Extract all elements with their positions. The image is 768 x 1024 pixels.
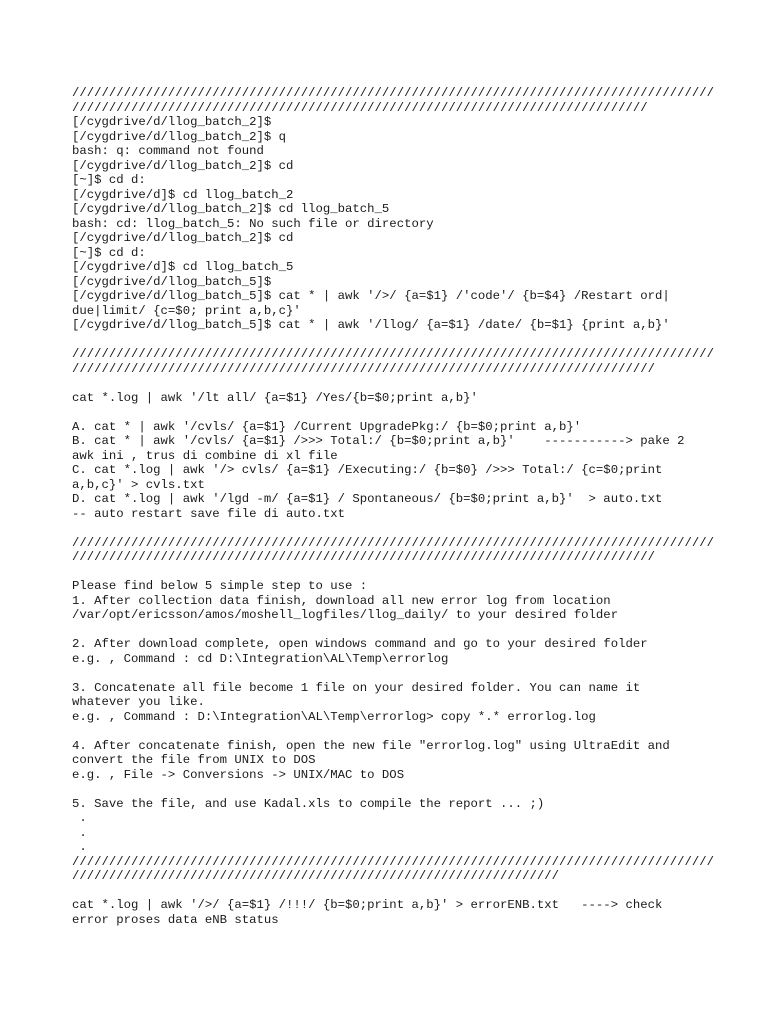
doc-line: /////////////////////////////////////////////////////////////////////////////////////// — [72, 86, 715, 100]
doc-line — [72, 333, 712, 348]
doc-line: C. cat *.log | awk '/> cvls/ {a=$1} /Executing:/ {b=$0} />>> Total:/ {c=$0;print — [72, 463, 663, 477]
doc-line: awk ini , trus di combine di xl file — [72, 448, 338, 463]
doc-line: /////////////////////////////////////////////////////////////////////////////// — [72, 361, 655, 376]
doc-line: convert the file from UNIX to DOS — [72, 753, 316, 767]
doc-line: bash: cd: llog_batch_5: No such file or directory — [72, 216, 434, 231]
doc-line — [72, 565, 712, 580]
doc-line: 3. Concatenate all file become 1 file on your desired folder. You can name it — [72, 680, 641, 695]
doc-line: ////////////////////////////////////////////////////////////////// — [72, 869, 560, 883]
doc-line: . — [72, 811, 87, 825]
doc-line: [/cygdrive/d/llog_batch_2]$ cd — [72, 231, 294, 245]
doc-line: . — [72, 825, 87, 840]
doc-line: [/cygdrive/d/llog_batch_5]$ cat * | awk '/>/ {a=$1} /'code'/ {b=$4} /Restart ord| — [72, 289, 670, 303]
doc-line: 1. After collection data finish, download all new error log from location — [72, 593, 611, 608]
doc-line: cat *.log | awk '/lt all/ {a=$1} /Yes/{b=$0;print a,b}' — [72, 390, 478, 405]
doc-line: [/cygdrive/d]$ cd llog_batch_2 — [72, 187, 294, 202]
doc-line: B. cat * | awk '/cvls/ {a=$1} />>> Total:/ {b=$0;print a,b}' -----------> pake 2 — [72, 434, 685, 448]
doc-line — [72, 623, 712, 638]
doc-line: cat *.log | awk '/>/ {a=$1} /!!!/ {b=$0;print a,b}' > errorENB.txt ----> check — [72, 898, 663, 912]
doc-line: A. cat * | awk '/cvls/ {a=$1} /Current UpgradePkg:/ {b=$0;print a,b}' — [72, 419, 582, 434]
doc-line: [/cygdrive/d/llog_batch_2]$ — [72, 115, 272, 129]
doc-line: 5. Save the file, and use Kadal.xls to compile the report ... ;) — [72, 796, 545, 811]
doc-line: bash: q: command not found — [72, 144, 264, 158]
doc-line: /////////////////////////////////////////////////////////////////////////////////////// — [72, 535, 715, 550]
document-page — [72, 86, 715, 927]
doc-line: /////////////////////////////////////////////////////////////////////////////////////// — [72, 854, 715, 869]
doc-line: due|limit/ {c=$0; print a,b,c}' — [72, 303, 301, 318]
doc-line — [72, 376, 712, 391]
doc-line — [72, 666, 712, 681]
doc-line: [~]$ cd d: — [72, 173, 146, 187]
doc-line: /////////////////////////////////////////////////////////////////////////////////////// — [72, 347, 715, 361]
doc-line: whatever you like. — [72, 695, 205, 709]
doc-line — [72, 724, 712, 739]
doc-line: [/cygdrive/d]$ cd llog_batch_5 — [72, 260, 294, 274]
doc-line: [/cygdrive/d/llog_batch_5]$ — [72, 274, 272, 289]
doc-line — [72, 884, 712, 899]
doc-line: [/cygdrive/d/llog_batch_2]$ q — [72, 129, 287, 144]
doc-line — [72, 782, 712, 797]
doc-line: 4. After concatenate finish, open the new file "errorlog.log" using UltraEdit and — [72, 738, 670, 753]
doc-line: [/cygdrive/d/llog_batch_2]$ cd llog_batch_5 — [72, 202, 390, 216]
doc-line: ////////////////////////////////////////////////////////////////////////////// — [72, 100, 648, 115]
doc-line: D. cat *.log | awk '/lgd -m/ {a=$1} / Spontaneous/ {b=$0;print a,b}' > auto.txt — [72, 492, 663, 506]
doc-line: Please find below 5 simple step to use : — [72, 579, 368, 593]
doc-line — [72, 521, 712, 536]
doc-line: [/cygdrive/d/llog_batch_5]$ cat * | awk '/llog/ {a=$1} /date/ {b=$1} {print a,b}' — [72, 318, 670, 332]
doc-line: /////////////////////////////////////////////////////////////////////////////// — [72, 550, 655, 564]
doc-line: -- auto restart save file di auto.txt — [72, 506, 346, 521]
doc-line: e.g. , File -> Conversions -> UNIX/MAC to DOS — [72, 767, 405, 782]
doc-line — [72, 405, 712, 420]
doc-line: [/cygdrive/d/llog_batch_2]$ cd — [72, 158, 294, 173]
doc-line: error proses data eNB status — [72, 912, 279, 927]
doc-line: 2. After download complete, open windows command and go to your desired folder — [72, 637, 648, 651]
doc-line: e.g. , Command : cd D:\Integration\AL\Temp\errorlog — [72, 651, 449, 666]
doc-line: e.g. , Command : D:\Integration\AL\Temp\errorlog> copy *.* errorlog.log — [72, 709, 596, 724]
doc-line: [~]$ cd d: — [72, 245, 146, 260]
doc-line: . — [72, 840, 87, 854]
doc-line: /var/opt/ericsson/amos/moshell_logfiles/llog_daily/ to your desired folder — [72, 608, 619, 622]
doc-line: a,b,c}' > cvls.txt — [72, 477, 205, 492]
